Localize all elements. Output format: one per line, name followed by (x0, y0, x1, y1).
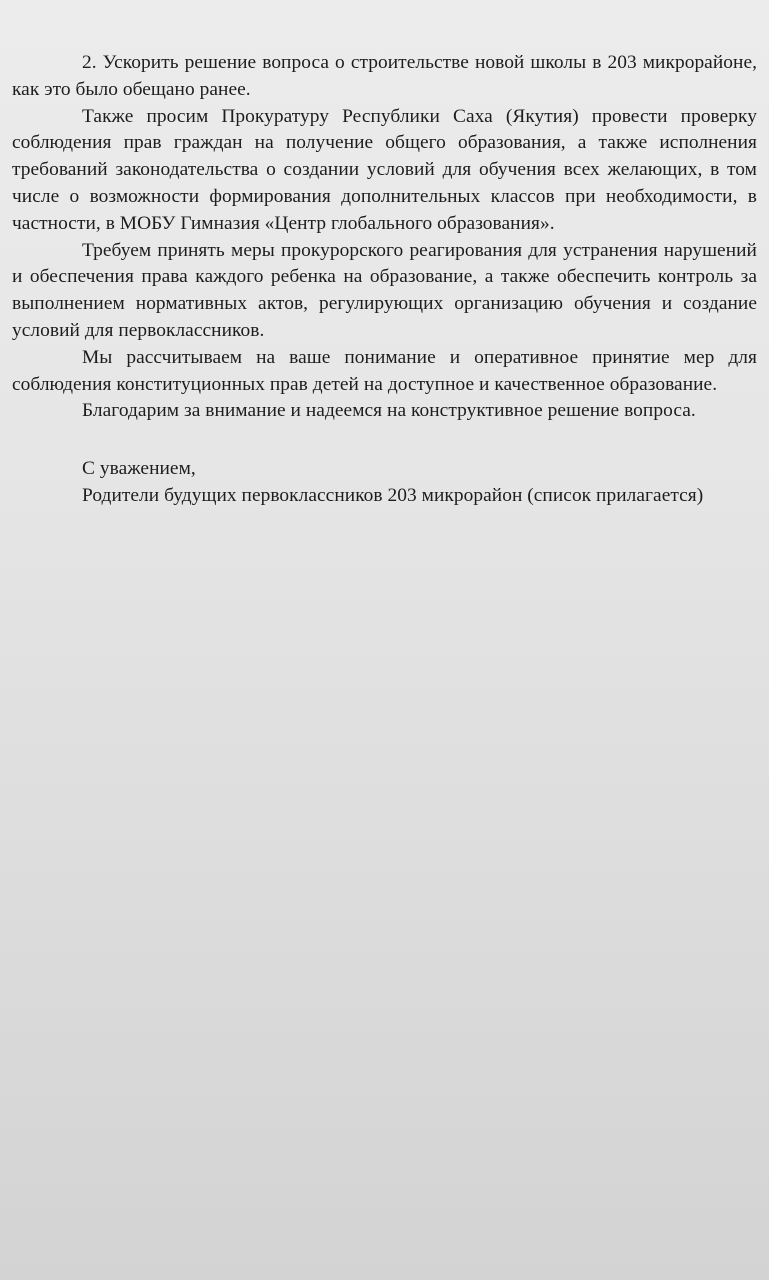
closing-salutation: С уважением, (82, 458, 196, 480)
closing-gap (12, 425, 757, 456)
paragraph-request-school: 2. Ускорить решение вопроса о строительстве новой школы в 203 микрорайоне, как это было обещано ранее. (12, 52, 757, 100)
paragraph-thanks: Благодарим за внимание и надеемся на конструктивное решение вопроса. (82, 400, 696, 422)
signature-parents: Родители будущих первоклассников 203 микрорайон (список прилагается) (82, 484, 704, 506)
paragraph-expectation: Мы рассчитываем на ваше понимание и оперативное принятие мер для соблюдения конституционных прав детей на доступное и качественное образование. (12, 346, 757, 395)
paragraph-demand-measures: Требуем принять меры прокурорского реагирования для устранения нарушений и обеспечения права каждого ребенка на образование, а также обеспечить контроль за выполнением нормативных актов, регулирующих организацию обучения и создание условий для первоклассников. (12, 239, 757, 341)
paragraph-prosecutor-check: Также просим Прокуратуру Республики Саха (Якутия) провести проверку соблюдения прав граждан на получение общего образования, а также исполнения требований законодательства о создании условий для обучения всех желающих, в том числе о возможности формирования дополнительных классов при необходимости, в частности, в МОБУ Гимназия «Центр глобального образования». (12, 105, 757, 234)
document-body (12, 50, 757, 510)
